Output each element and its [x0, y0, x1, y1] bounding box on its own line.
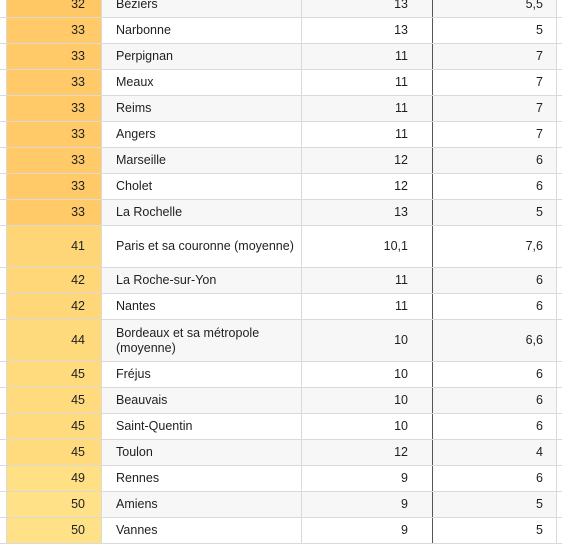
rank-cell[interactable]: 33 [6, 18, 101, 43]
city-cell[interactable]: Beauvais [101, 388, 301, 413]
table-row [0, 388, 562, 414]
value-cell-1[interactable]: 11 [301, 96, 433, 121]
city-cell[interactable]: Fréjus [101, 362, 301, 387]
value-cell-1[interactable]: 9 [301, 518, 433, 543]
city-cell[interactable]: Meaux [101, 70, 301, 95]
value-cell-2[interactable]: 5 [433, 492, 557, 517]
value-cell-1[interactable]: 12 [301, 440, 433, 465]
rank-cell[interactable]: 49 [6, 466, 101, 491]
city-cell[interactable]: Rennes [101, 466, 301, 491]
table-row [0, 174, 562, 200]
value-cell-1[interactable]: 13 [301, 0, 433, 17]
city-cell[interactable]: Nantes [101, 294, 301, 319]
value-cell-1[interactable]: 12 [301, 148, 433, 173]
city-cell[interactable]: Perpignan [101, 44, 301, 69]
city-cell[interactable]: Angers [101, 122, 301, 147]
value-cell-1[interactable]: 11 [301, 268, 433, 293]
rank-cell[interactable]: 50 [6, 492, 101, 517]
city-cell[interactable]: Saint-Quentin [101, 414, 301, 439]
value-cell-1[interactable]: 10 [301, 414, 433, 439]
rank-cell[interactable]: 33 [6, 96, 101, 121]
value-cell-2[interactable]: 7,6 [433, 226, 557, 267]
value-cell-1[interactable]: 10 [301, 320, 433, 361]
city-cell[interactable]: La Rochelle [101, 200, 301, 225]
rank-cell[interactable]: 33 [6, 44, 101, 69]
value-cell-2[interactable]: 6 [433, 362, 557, 387]
value-cell-2[interactable]: 7 [433, 122, 557, 147]
table-row [0, 492, 562, 518]
value-cell-1[interactable]: 10 [301, 362, 433, 387]
value-cell-2[interactable]: 6 [433, 268, 557, 293]
value-cell-2[interactable]: 6 [433, 414, 557, 439]
value-cell-2[interactable]: 7 [433, 96, 557, 121]
table-row [0, 0, 562, 18]
city-cell[interactable]: Amiens [101, 492, 301, 517]
rank-cell[interactable]: 45 [6, 362, 101, 387]
table-row [0, 362, 562, 388]
table-row [0, 518, 562, 544]
value-cell-2[interactable]: 6,6 [433, 320, 557, 361]
city-cell[interactable]: Bordeaux et sa métropole (moyenne) [101, 320, 301, 361]
value-cell-2[interactable]: 6 [433, 388, 557, 413]
table-row [0, 96, 562, 122]
table-row [0, 200, 562, 226]
value-cell-2[interactable]: 6 [433, 148, 557, 173]
value-cell-2[interactable]: 6 [433, 174, 557, 199]
city-cell[interactable]: Béziers [101, 0, 301, 17]
value-cell-2[interactable]: 4 [433, 440, 557, 465]
value-cell-2[interactable]: 5,5 [433, 0, 557, 17]
value-cell-2[interactable]: 5 [433, 18, 557, 43]
table-row [0, 148, 562, 174]
city-cell[interactable]: Marseille [101, 148, 301, 173]
rank-cell[interactable]: 41 [6, 226, 101, 267]
city-cell[interactable]: Cholet [101, 174, 301, 199]
value-cell-2[interactable]: 6 [433, 294, 557, 319]
table-row [0, 440, 562, 466]
city-cell[interactable]: Paris et sa couronne (moyenne) [101, 226, 301, 267]
rank-cell[interactable]: 33 [6, 122, 101, 147]
rank-cell[interactable]: 33 [6, 148, 101, 173]
rank-cell[interactable]: 42 [6, 294, 101, 319]
rank-cell[interactable]: 44 [6, 320, 101, 361]
table-row [0, 44, 562, 70]
rank-cell[interactable]: 50 [6, 518, 101, 543]
value-cell-1[interactable]: 13 [301, 200, 433, 225]
value-cell-1[interactable]: 11 [301, 122, 433, 147]
value-cell-2[interactable]: 7 [433, 70, 557, 95]
table-row [0, 414, 562, 440]
city-cell[interactable]: Narbonne [101, 18, 301, 43]
table-row [0, 70, 562, 96]
value-cell-1[interactable]: 10 [301, 388, 433, 413]
table-row [0, 122, 562, 148]
rank-cell[interactable]: 42 [6, 268, 101, 293]
value-cell-1[interactable]: 13 [301, 18, 433, 43]
value-cell-1[interactable]: 11 [301, 70, 433, 95]
value-cell-1[interactable]: 9 [301, 492, 433, 517]
city-cell[interactable]: Vannes [101, 518, 301, 543]
city-cell[interactable]: Toulon [101, 440, 301, 465]
city-cell[interactable]: La Roche-sur-Yon [101, 268, 301, 293]
rank-cell[interactable]: 33 [6, 200, 101, 225]
value-cell-1[interactable]: 10,1 [301, 226, 433, 267]
value-cell-1[interactable]: 9 [301, 466, 433, 491]
rank-cell[interactable]: 45 [6, 388, 101, 413]
value-cell-2[interactable]: 6 [433, 466, 557, 491]
city-cell[interactable]: Reims [101, 96, 301, 121]
table-row [0, 466, 562, 492]
table-row [0, 294, 562, 320]
rank-cell[interactable]: 45 [6, 440, 101, 465]
value-cell-2[interactable]: 5 [433, 200, 557, 225]
value-cell-1[interactable]: 11 [301, 294, 433, 319]
rank-cell[interactable]: 33 [6, 70, 101, 95]
table-row [0, 226, 562, 268]
value-cell-1[interactable]: 11 [301, 44, 433, 69]
value-cell-2[interactable]: 5 [433, 518, 557, 543]
table-row [0, 320, 562, 362]
table-row [0, 18, 562, 44]
value-cell-2[interactable]: 7 [433, 44, 557, 69]
rank-cell[interactable]: 33 [6, 174, 101, 199]
table-row [0, 268, 562, 294]
value-cell-1[interactable]: 12 [301, 174, 433, 199]
rank-cell[interactable]: 32 [6, 0, 101, 17]
rank-cell[interactable]: 45 [6, 414, 101, 439]
